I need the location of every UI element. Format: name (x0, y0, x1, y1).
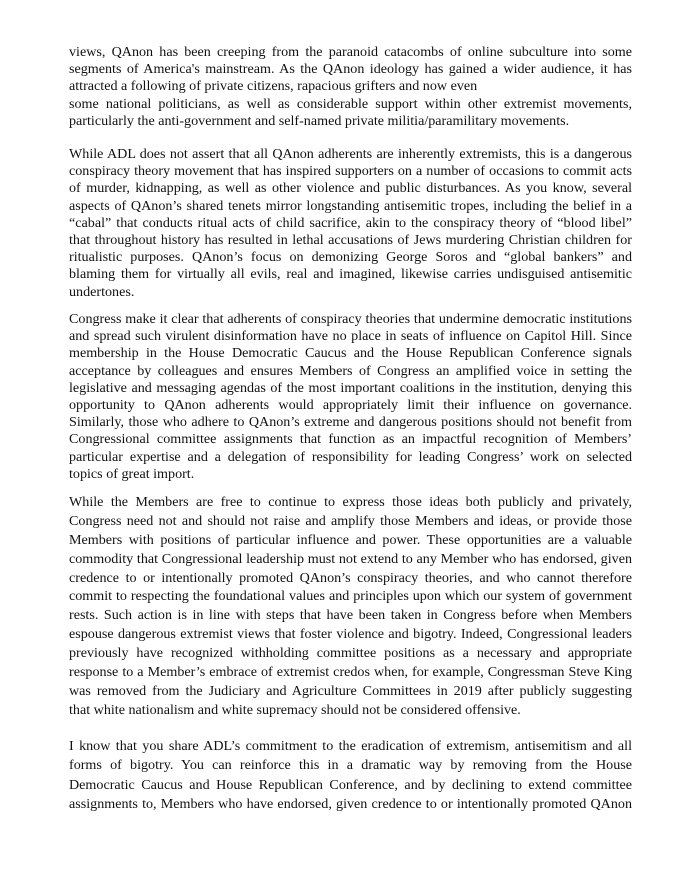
text-line: conspiracy theory movement that has inspired supporters on a number of occasions to commit acts (69, 163, 632, 180)
paragraph-members-influence (69, 493, 632, 720)
paragraph-adl-position (69, 146, 632, 301)
text-line: was removed from the Judiciary and Agriculture Committees in 2019 after publicly suggesting (69, 682, 632, 699)
text-line: commit to respecting the foundational values and principles upon which our system of government (69, 588, 632, 605)
text-line: assignments to, Members who have endorsed, given credence to or intentionally promoted QAnon (69, 795, 632, 812)
text-line: While the Members are free to continue to express those ideas both publicly and privately, (69, 494, 632, 510)
text-line: “cabal” that conducts ritual acts of child sacrifice, akin to the conspiracy theory of “blood libel” (69, 214, 632, 231)
text-line: previously have recognized withholding committee positions as a necessary and appropriate (69, 645, 632, 662)
text-line: blaming them for virtually all evils, real and imagined, likewise carries undisguised antisemitic (69, 266, 632, 283)
text-line: Democratic Caucus and House Republican Conference, and by declining to extend committee (69, 776, 632, 793)
text-line: particularly the anti-government and self-named private militia/paramilitary movements. (69, 112, 570, 129)
text-line: I know that you share ADL’s commitment to the eradication of extremism, antisemitism and all (69, 738, 632, 754)
text-line: acceptance by colleagues and ensures Members of Congress an amplified voice in setting the (69, 362, 632, 379)
text-line: attracted a following of private citizens, rapacious grifters and now even (69, 78, 478, 95)
text-line: credence to or intentionally promoted QAnon’s conspiracy theories, and who cannot therefore (69, 569, 632, 586)
paragraph-shared-commitment (69, 737, 632, 814)
text-line: of murder, kidnapping, as well as other violence and public disturbances. As you know, several (69, 180, 632, 197)
text-line: aspects of QAnon’s shared tenets mirror longstanding antisemitic tropes, including the belief in a (69, 197, 632, 214)
text-line: response to a Member’s embrace of extremist credos when, for example, Congressman Steve King (69, 664, 632, 681)
text-line: some national politicians, as well as considerable support within other extremist movements, (69, 95, 632, 112)
text-line: ritualistic purposes. QAnon’s focus on demonizing George Soros and “global bankers” and (69, 249, 632, 266)
text-line: Congress make it clear that adherents of conspiracy theories that undermine democratic institutions (69, 311, 632, 327)
text-line: legislative and messaging agendas of the most important coalitions in the institution, denying this (69, 379, 632, 396)
text-line: segments of America's mainstream. As the QAnon ideology has gained a wider audience, it has (69, 61, 632, 78)
text-line: opportunity to QAnon adherents would appropriately limit their influence on governance. (69, 396, 632, 413)
text-line: Similarly, those who adhere to QAnon’s extreme and dangerous positions should not benefit from (69, 414, 632, 431)
text-line: espouse dangerous extremist views that foster violence and bigotry. Indeed, Congressional leaders (69, 626, 632, 643)
text-line: topics of great import. (69, 465, 195, 482)
text-line: that white nationalism and white supremacy should not be considered offensive. (69, 701, 521, 718)
text-line: that throughout history has resulted in lethal accusations of Jews murdering Christian children for (69, 231, 632, 248)
text-line: Members with positions of particular influence and power. These opportunities are a valuable (69, 531, 632, 548)
text-line: rests. Such action is in line with steps that have been taken in Congress before when Members (69, 607, 632, 624)
text-line: Congress need not and should not raise and amplify those Members and ideas, or provide those (69, 512, 632, 529)
paragraph-congress-action (69, 311, 632, 483)
text-line: views, QAnon has been creeping from the paranoid catacombs of online subculture into some (69, 44, 632, 60)
text-line: particular expertise and a delegation of responsibility for leading Congress’ work on selected (69, 448, 632, 465)
text-line: commodity that Congressional leadership must not extend to any Member who has endorsed, given (69, 550, 632, 567)
text-line: and spread such virulent disinformation have no place in seats of influence on Capitol Hill. Since (69, 328, 632, 345)
paragraph-qanon-mainstream (69, 44, 632, 130)
text-line: forms of bigotry. You can reinforce this in a dramatic way by removing from the House (69, 757, 632, 774)
text-line: While ADL does not assert that all QAnon adherents are inherently extremists, this is a dangerous (69, 146, 632, 162)
text-line: Congressional committee assignments that function as an impactful recognition of Members’ (69, 431, 632, 448)
text-line: undertones. (69, 283, 135, 300)
text-line: membership in the House Democratic Caucus and the House Republican Conference signals (69, 345, 632, 362)
